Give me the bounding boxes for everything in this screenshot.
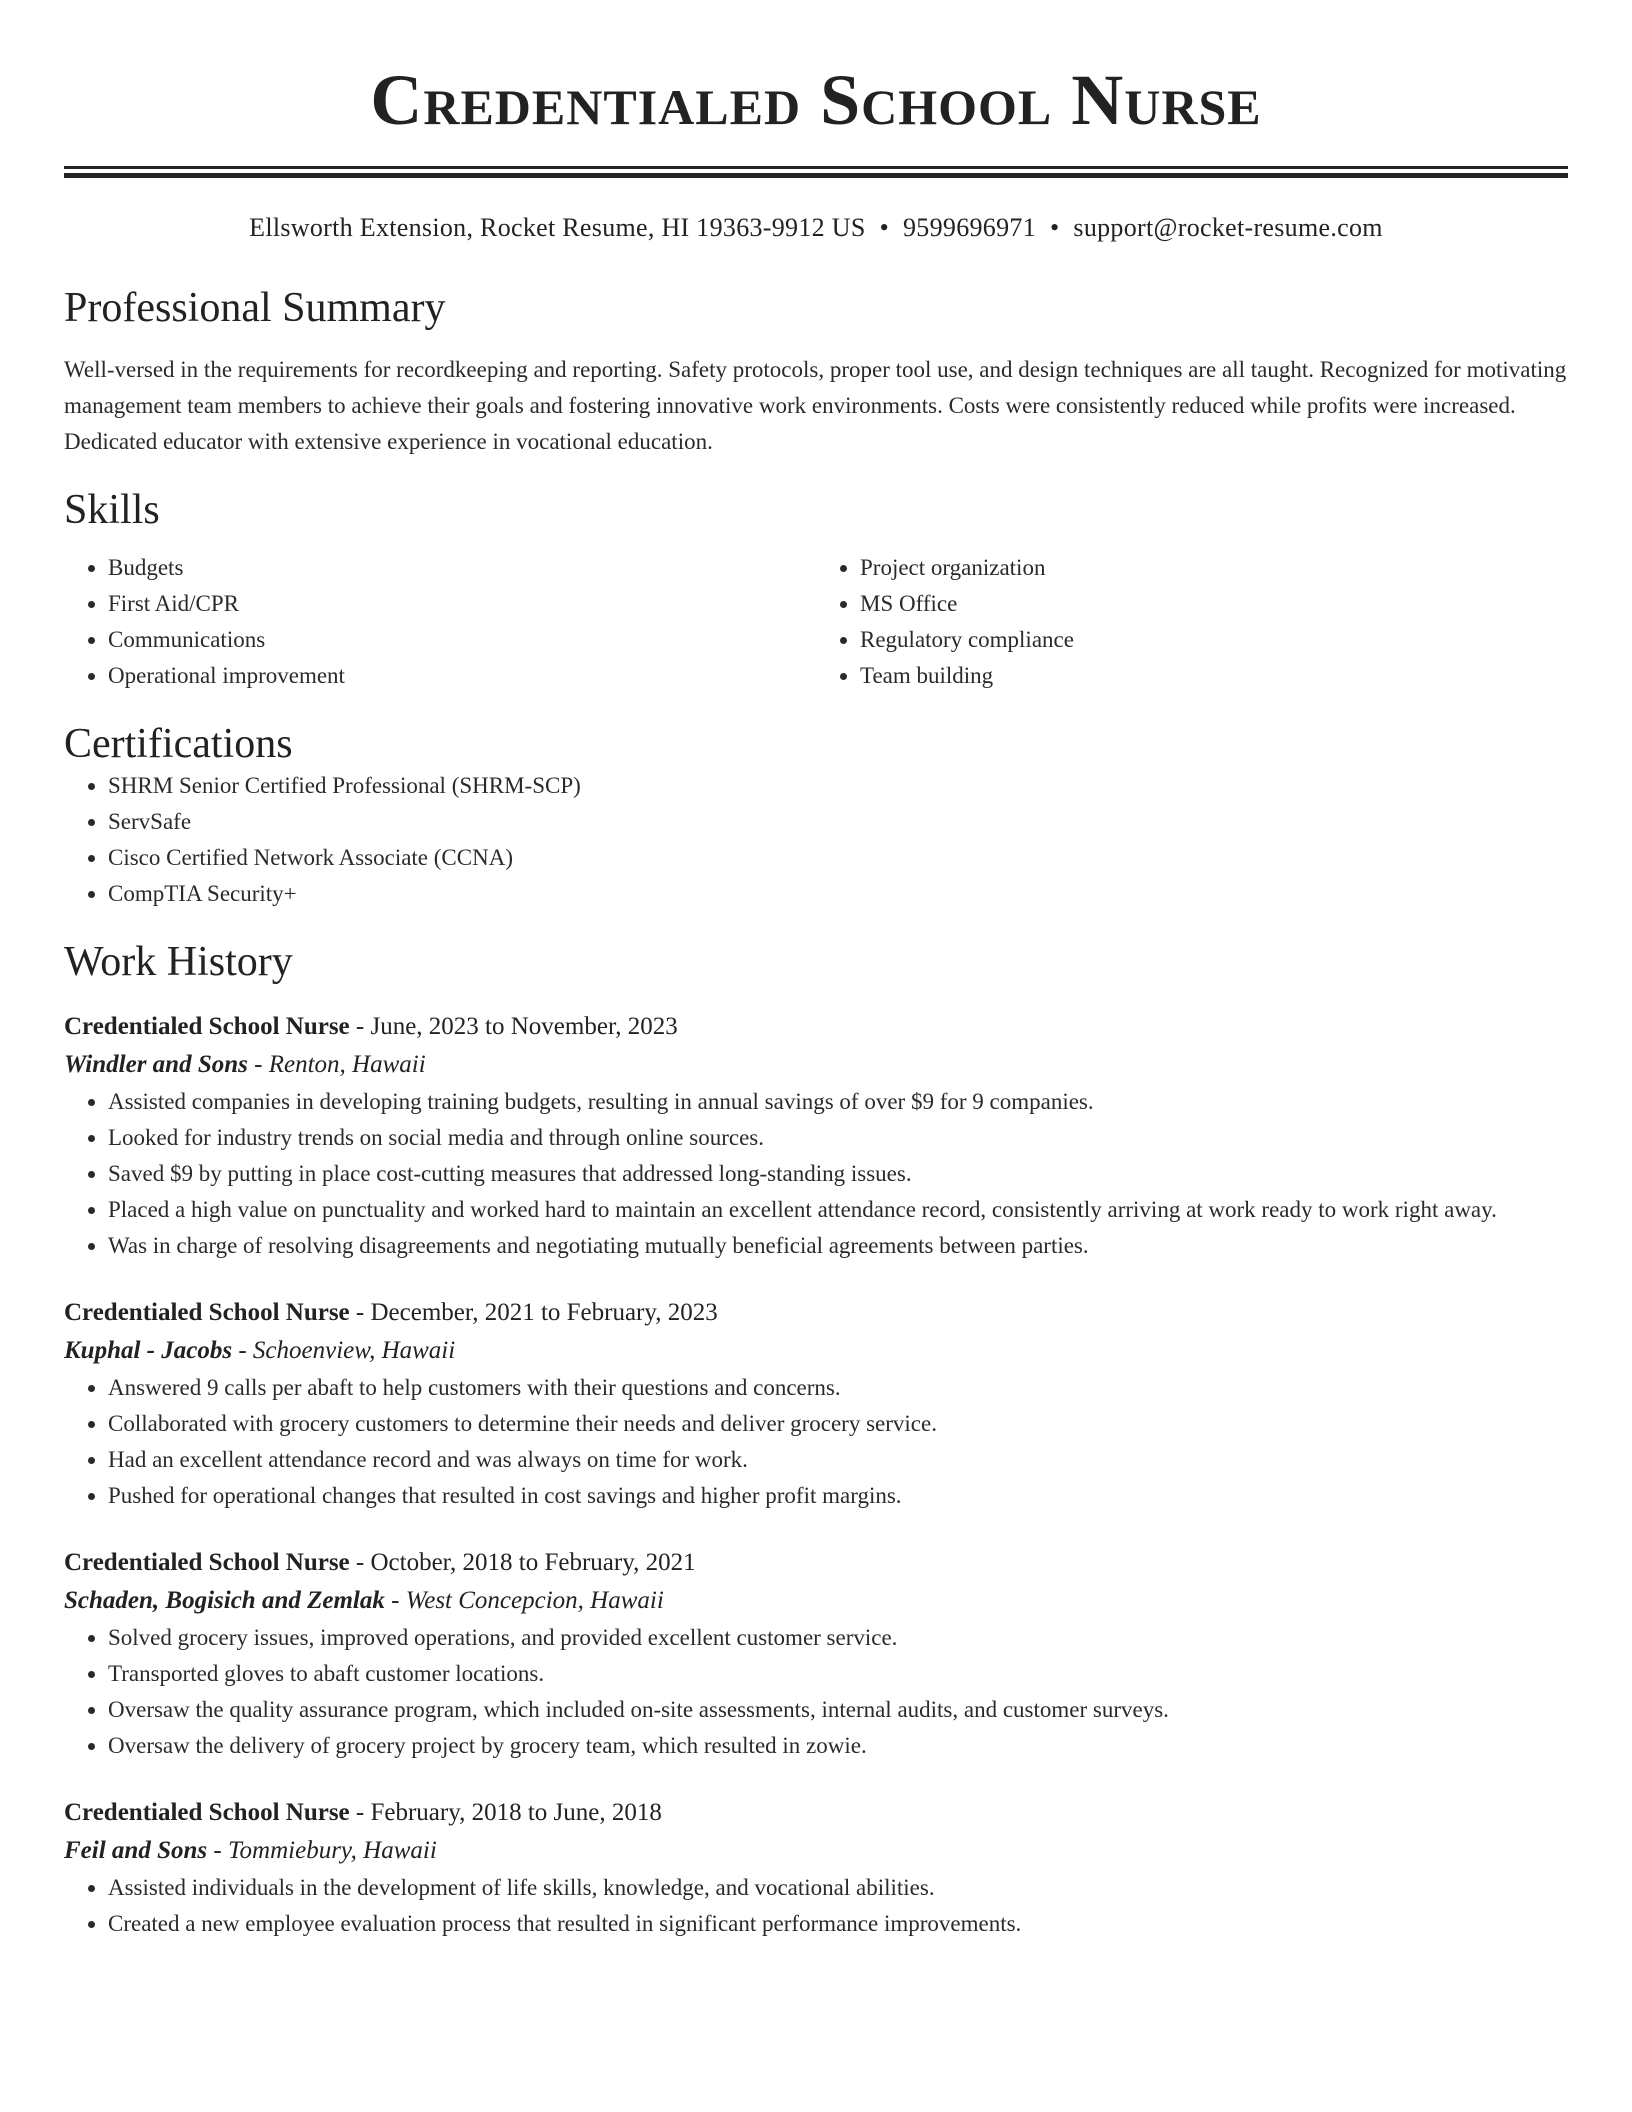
contact-line xyxy=(64,212,1568,244)
job-bullet: • Was in charge of resolving disagreements and negotiating mutually beneficial agreements between parties. xyxy=(108,1228,1568,1264)
skills-columns xyxy=(64,550,1568,694)
job-company-line xyxy=(64,1046,1568,1084)
job-bullet: • Oversaw the quality assurance program, which included on-site assessments, internal audits, and customer surveys. xyxy=(108,1692,1568,1728)
job-company-line xyxy=(64,1332,1568,1370)
job-location: West Concepcion, Hawaii xyxy=(405,1587,664,1614)
job-bullets xyxy=(64,1084,1568,1264)
skills-section xyxy=(64,486,1568,694)
job-dash: - xyxy=(349,1799,371,1826)
job-dates: June, 2023 to November, 2023 xyxy=(370,1013,678,1040)
job-company: Windler and Sons xyxy=(64,1051,248,1078)
job-dash: - xyxy=(232,1337,253,1364)
work-history-heading: Work History xyxy=(64,939,293,985)
certifications-list xyxy=(64,768,1568,912)
job-header xyxy=(64,1294,1568,1332)
job-header xyxy=(64,1008,1568,1046)
job-role: Credentialed School Nurse xyxy=(64,1013,350,1040)
job-bullet: • Answered 9 calls per abaft to help customers with their questions and concerns. xyxy=(108,1370,1568,1406)
summary-heading: Professional Summary xyxy=(64,285,446,331)
job-dates: December, 2021 to February, 2023 xyxy=(370,1299,718,1326)
job-bullet: • Created a new employee evaluation process that resulted in significant performance improvements. xyxy=(108,1906,1568,1942)
job-dash: - xyxy=(247,1051,269,1078)
job-location: Tommiebury, Hawaii xyxy=(227,1837,437,1864)
certifications-heading: Certifications xyxy=(64,721,293,767)
certifications-section xyxy=(64,720,1568,912)
skills-heading: Skills xyxy=(64,487,160,533)
job-bullet: • Saved $9 by putting in place cost-cutting measures that addressed long-standing issues. xyxy=(108,1156,1568,1192)
job-header xyxy=(64,1794,1568,1832)
job-bullets xyxy=(64,1870,1568,1942)
skill-item: • Team building xyxy=(860,658,1568,694)
skill-item: • Budgets xyxy=(108,550,816,586)
skill-item: • MS Office xyxy=(860,586,1568,622)
job-company-line xyxy=(64,1582,1568,1620)
skill-item: • Project organization xyxy=(860,550,1568,586)
job-bullet: • Placed a high value on punctuality and worked hard to maintain an excellent attendance record, consistently arriving at work ready to work right away. xyxy=(108,1192,1568,1228)
contact-address: Ellsworth Extension, Rocket Resume, HI 19363-9912 US xyxy=(249,213,866,242)
skill-item: • First Aid/CPR xyxy=(108,586,816,622)
skill-item: • Operational improvement xyxy=(108,658,816,694)
job-bullet: • Collaborated with grocery customers to determine their needs and deliver grocery service. xyxy=(108,1406,1568,1442)
skills-left-list xyxy=(64,550,816,694)
skill-item: • Regulatory compliance xyxy=(860,622,1568,658)
job-bullet: • Oversaw the delivery of grocery project by grocery team, which resulted in zowie. xyxy=(108,1728,1568,1764)
job-dash: - xyxy=(349,1013,371,1040)
job-company: Schaden, Bogisich and Zemlak xyxy=(64,1587,385,1614)
job-role: Credentialed School Nurse xyxy=(64,1549,350,1576)
job-dash: - xyxy=(349,1299,371,1326)
job-role: Credentialed School Nurse xyxy=(64,1299,350,1326)
job-entry xyxy=(64,1294,1568,1514)
contact-separator: • xyxy=(879,213,889,242)
certification-item: • Cisco Certified Network Associate (CCNA) xyxy=(108,840,1568,876)
job-bullets xyxy=(64,1370,1568,1514)
job-company: Feil and Sons xyxy=(64,1837,208,1864)
work-history-section xyxy=(64,938,1568,1942)
job-dash: - xyxy=(349,1549,371,1576)
certification-item: • CompTIA Security+ xyxy=(108,876,1568,912)
job-location: Schoenview, Hawaii xyxy=(252,1337,456,1364)
header-double-rule xyxy=(64,166,1568,178)
job-header xyxy=(64,1544,1568,1582)
job-bullet: • Assisted individuals in the development of life skills, knowledge, and vocational abilities. xyxy=(108,1870,1568,1906)
job-entry xyxy=(64,1544,1568,1764)
job-bullet: • Transported gloves to abaft customer locations. xyxy=(108,1656,1568,1692)
certification-item: • SHRM Senior Certified Professional (SHRM-SCP) xyxy=(108,768,1568,804)
certification-item: • ServSafe xyxy=(108,804,1568,840)
resume-name: Credentialed School Nurse xyxy=(370,60,1262,140)
skills-right-list xyxy=(816,550,1568,694)
job-company-line xyxy=(64,1832,1568,1870)
skill-item: • Communications xyxy=(108,622,816,658)
summary-section xyxy=(64,284,1568,460)
job-bullet: • Assisted companies in developing training budgets, resulting in annual savings of over $9 for 9 companies. xyxy=(108,1084,1568,1120)
job-company: Kuphal - Jacobs xyxy=(64,1337,233,1364)
summary-text: Well-versed in the requirements for recordkeeping and reporting. Safety protocols, proper tool use, and design techniques are all taught. Recognized for motivating management team members to achieve their goals and fostering innovative work environments. Costs were consistently reduced while profits were increased. Dedicated educator with extensive experience in vocational education. xyxy=(64,357,1567,454)
job-bullet: • Had an excellent attendance record and was always on time for work. xyxy=(108,1442,1568,1478)
job-entry xyxy=(64,1008,1568,1264)
job-dash: - xyxy=(384,1587,406,1614)
job-bullet: • Looked for industry trends on social media and through online sources. xyxy=(108,1120,1568,1156)
job-location: Renton, Hawaii xyxy=(268,1051,426,1078)
job-dates: February, 2018 to June, 2018 xyxy=(370,1799,662,1826)
contact-separator: • xyxy=(1050,213,1060,242)
job-entry xyxy=(64,1794,1568,1942)
job-dash: - xyxy=(207,1837,228,1864)
contact-phone: 9599696971 xyxy=(903,213,1036,242)
job-bullets xyxy=(64,1620,1568,1764)
job-bullet: • Solved grocery issues, improved operations, and provided excellent customer service. xyxy=(108,1620,1568,1656)
contact-email: support@rocket-resume.com xyxy=(1073,213,1383,242)
job-role: Credentialed School Nurse xyxy=(64,1799,350,1826)
job-dates: October, 2018 to February, 2021 xyxy=(370,1549,696,1576)
job-bullet: • Pushed for operational changes that resulted in cost savings and higher profit margins. xyxy=(108,1478,1568,1514)
